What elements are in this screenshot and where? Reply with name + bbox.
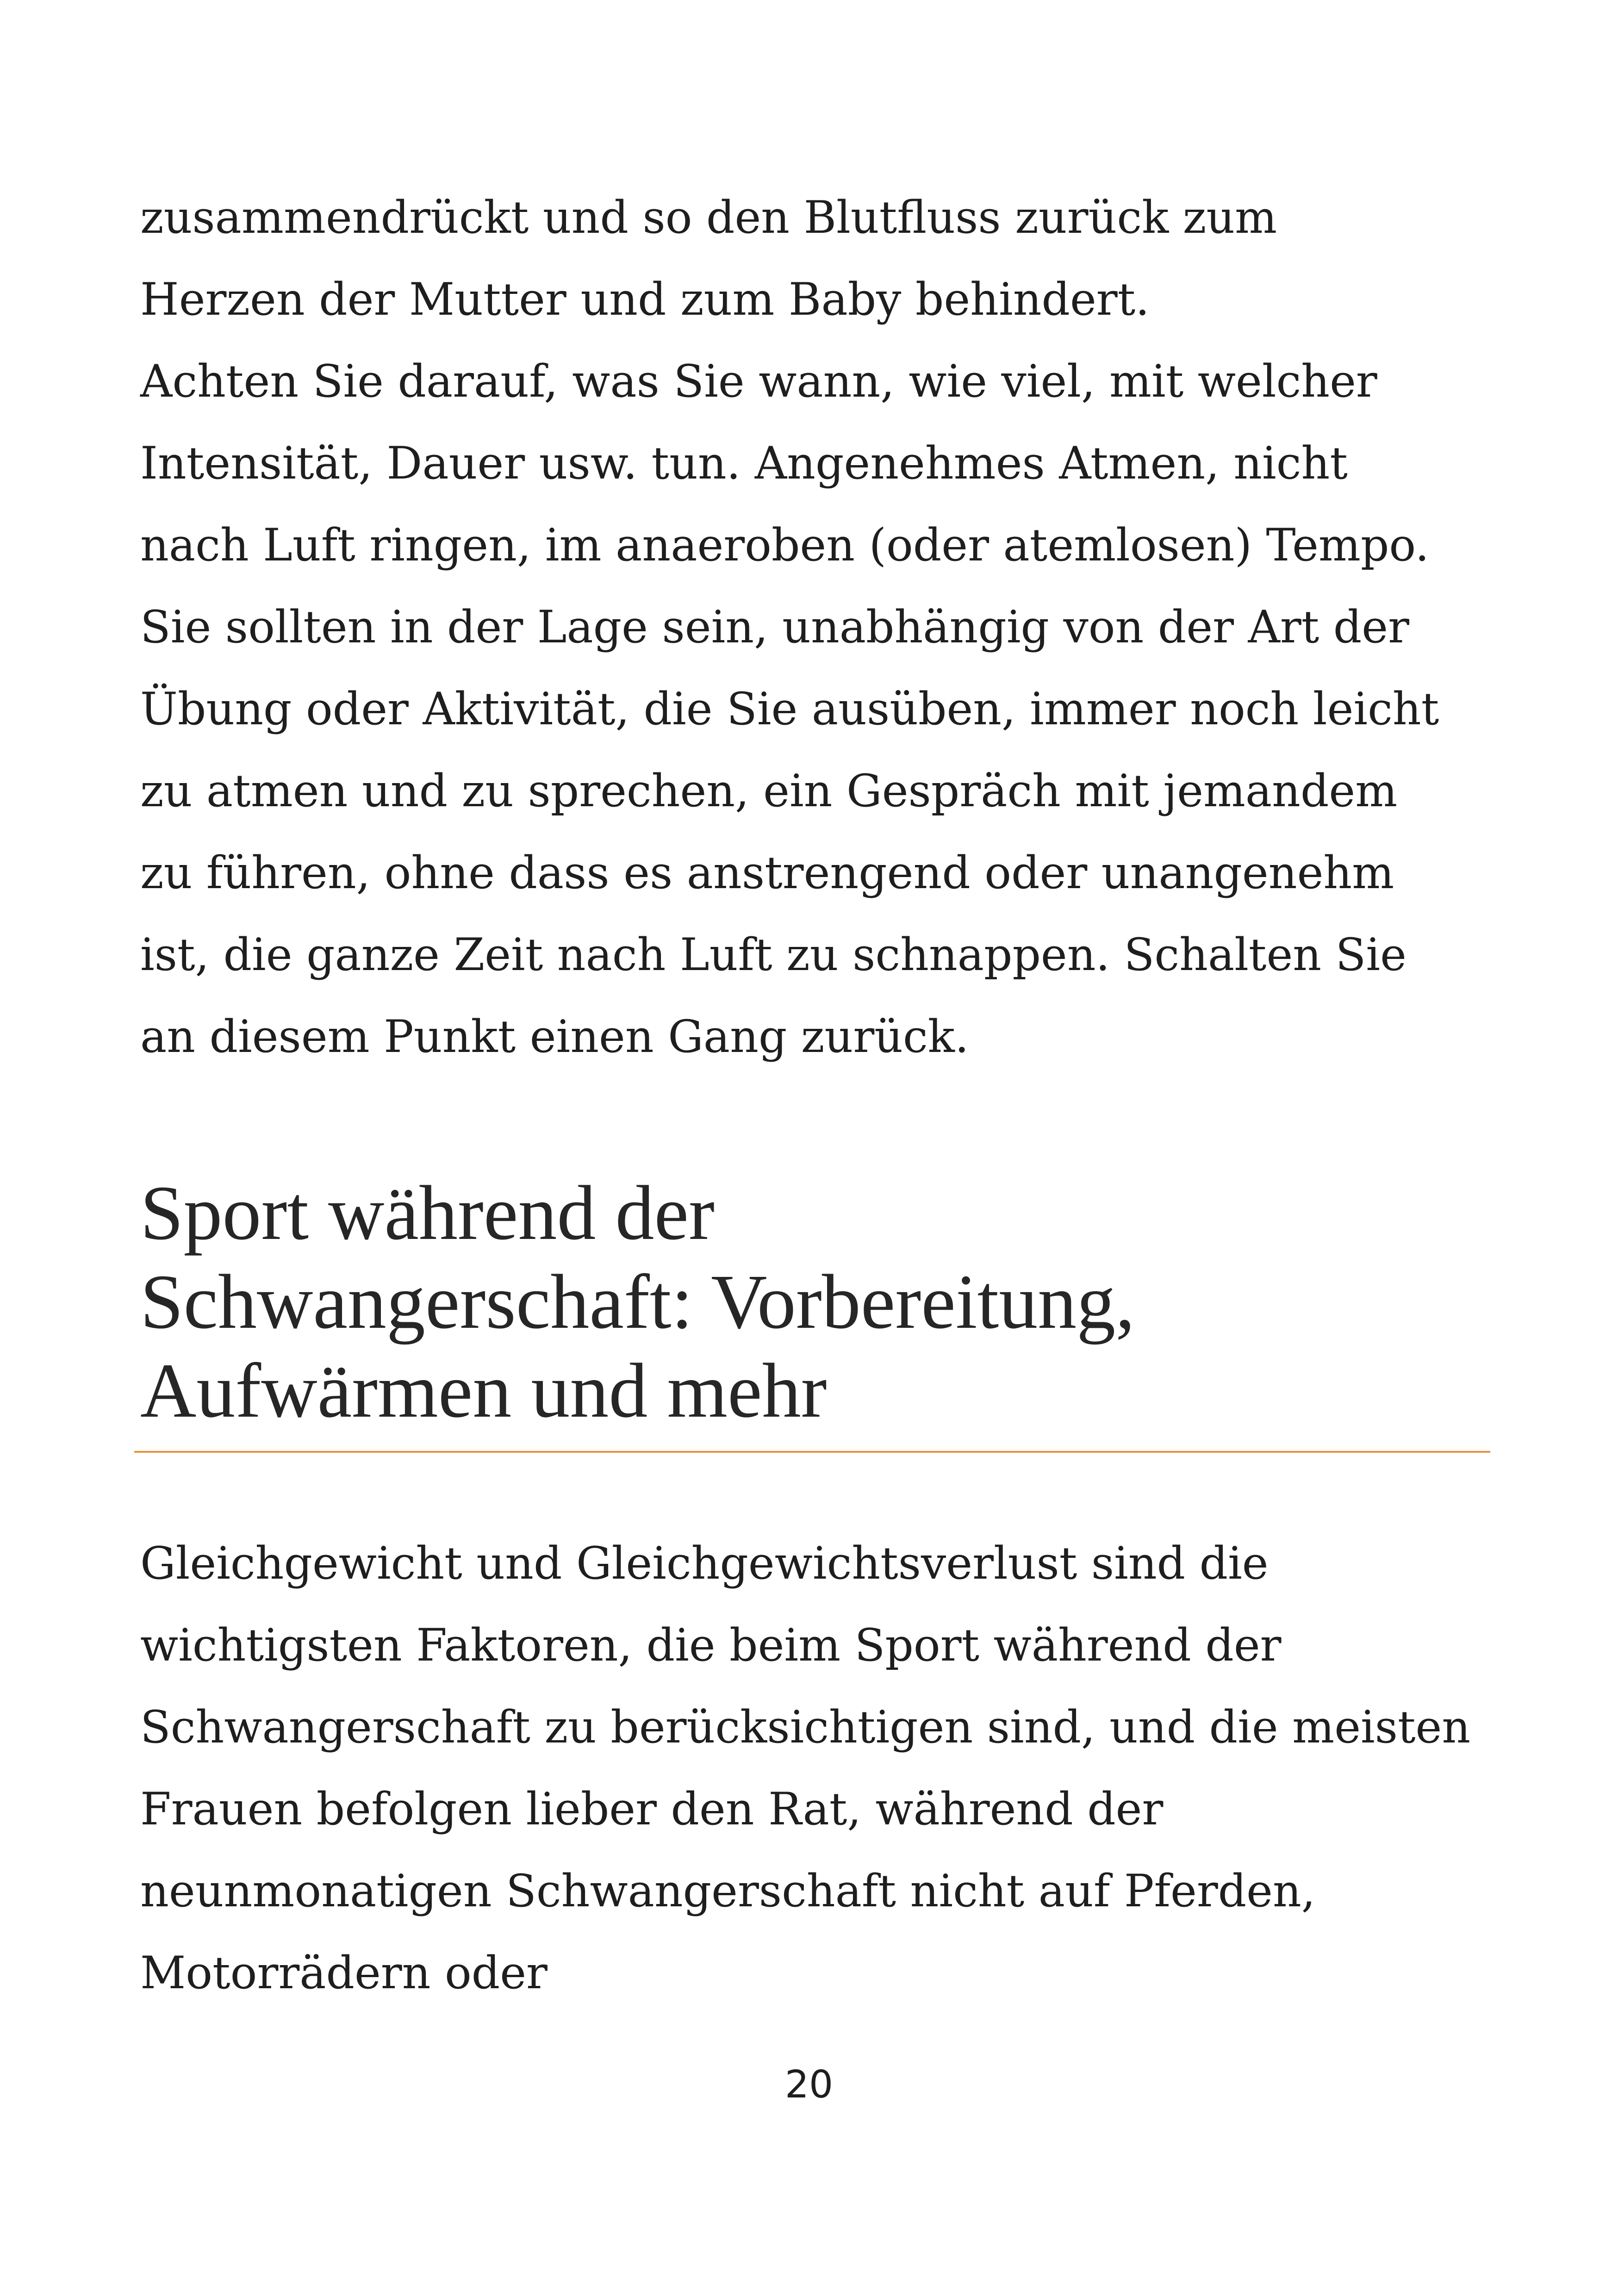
text-line: Übung oder Aktivität, die Sie ausüben, immer noch leicht — [140, 683, 1439, 735]
heading-line: Sport während der — [140, 1170, 715, 1256]
text-line: Intensität, Dauer usw. tun. Angenehmes Atmen, nicht — [140, 437, 1348, 489]
text-line: ist, die ganze Zeit nach Luft zu schnappen. Schalten Sie — [140, 929, 1406, 981]
text-line: Motorrädern oder — [140, 1947, 548, 1999]
body-paragraph-top — [140, 177, 1506, 1078]
text-line: nach Luft ringen, im anaeroben (oder atemlosen) Tempo. — [140, 519, 1430, 571]
heading-underline-rule — [134, 1451, 1490, 1453]
heading-line: Schwangerschaft: Vorbereitung, — [140, 1259, 1135, 1345]
page-number: 20 — [784, 2063, 834, 2107]
text-line: an diesem Punkt einen Gang zurück. — [140, 1011, 969, 1063]
text-line: zusammendrückt und so den Blutfluss zurück zum — [140, 192, 1277, 243]
heading-line: Aufwärmen und mehr — [140, 1348, 827, 1434]
text-line: zu atmen und zu sprechen, ein Gespräch mit jemandem — [140, 765, 1398, 817]
section-heading — [140, 1169, 1529, 1435]
text-line: Schwangerschaft zu berücksichtigen sind, und die meisten — [140, 1701, 1471, 1753]
text-line: Gleichgewicht und Gleichgewichtsverlust sind die — [140, 1537, 1269, 1589]
body-paragraph-bottom — [140, 1523, 1506, 2014]
text-line: zu führen, ohne dass es anstrengend oder unangenehm — [140, 847, 1394, 899]
text-line: Sie sollten in der Lage sein, unabhängig von der Art der — [140, 601, 1409, 653]
text-line: wichtigsten Faktoren, die beim Sport während der — [140, 1619, 1282, 1671]
text-line: neunmonatigen Schwangerschaft nicht auf Pferden, — [140, 1865, 1316, 1917]
text-line: Herzen der Mutter und zum Baby behindert. — [140, 274, 1150, 325]
text-line: Achten Sie darauf, was Sie wann, wie viel, mit welcher — [140, 355, 1377, 407]
text-line: Frauen befolgen lieber den Rat, während der — [140, 1783, 1164, 1835]
